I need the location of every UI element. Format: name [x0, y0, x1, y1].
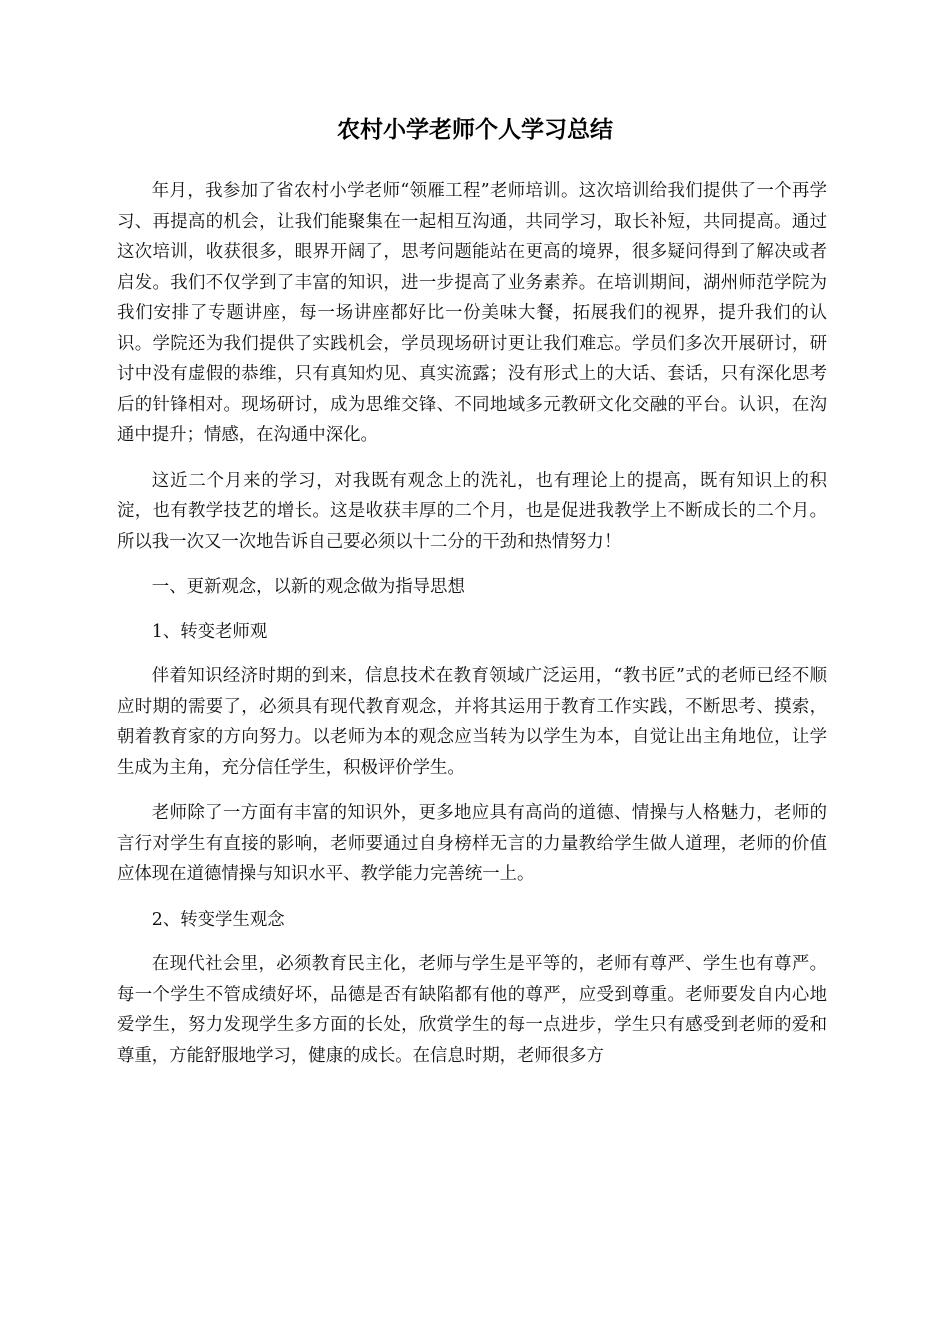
- section-heading-update-concepts: 一、更新观念，以新的观念做为指导思想: [151, 577, 465, 597]
- paragraph-training-overview: 年月，我参加了省农村小学老师“领雁工程”老师培训。这次培训给我们提供了一个再学习、再提高的机会，让我们能聚集在一起相互沟通，共同学习，取长补短，共同提高。通过这次培训，收获很多，眼界开阔了，思考问题能站在更高的境界，很多疑问得到了解决或者启发。我们不仅学到了丰富的知识，进一步提高了业务素养。在培训期间，湖州师范学院为我们安排了专题讲座，每一场讲座都好比一份美味大餐，拓展我们的视界，提升我们的认识。学院还为我们提供了实践机会，学员现场研讨更让我们难忘。学员们多次开展研讨，研讨中没有虚假的恭维，只有真知灼见、真实流露；没有形式上的大话、套话，只有深化思考后的针锋相对。现场研讨，成为思维交锋、不同地域多元教研文化交融的平台。认识，在沟通中提升；情感，在沟通中深化。: [117, 181, 827, 445]
- document-body: [117, 176, 827, 1086]
- subsection-heading-teacher-view: 1、转变老师观: [151, 621, 268, 642]
- paragraph-two-months-reflection: 这近二个月来的学习，对我既有观念上的洗礼，也有理论上的提高，既有知识上的积淀，也有教学技艺的增长。这是收获丰厚的二个月，也是促进我教学上不断成长的二个月。所以我一次又一次地告诉自己要必须以十二分的干劲和热情努力！: [117, 470, 827, 552]
- paragraph-student-view: 在现代社会里，必须教育民主化，老师与学生是平等的，老师有尊严、学生也有尊严。每一个学生不管成绩好坏，品德是否有缺陷都有他的尊严，应受到尊重。老师要发自内心地爱学生，努力发现学生多方面的长处，欣赏学生的每一点进步，学生只有感受到老师的爱和尊重，方能舒服地学习，健康的成长。在信息时期，老师很多方: [117, 954, 827, 1066]
- document-title: 农村小学老师个人学习总结: [337, 117, 613, 143]
- paragraph-teacher-morality: 老师除了一方面有丰富的知识外，更多地应具有高尚的道德、情操与人格魅力，老师的言行对学生有直接的影响，老师要通过自身榜样无言的力量教给学生做人道理，老师的价值应体现在道德情操与知识水平、教学能力完善统一上。: [117, 803, 827, 884]
- paragraph-teacher-view: 伴着知识经济时期的到来，信息技术在教育领域广泛运用，“教书匠”式的老师已经不顺应时期的需要了，必须具有现代教育观念，并将其运用于教育工作实践，不断思考、摸索，朝着教育家的方向努力。以老师为本的观念应当转为以学生为本，自觉让出主角地位，让学生成为主角，充分信任学生，积极评价学生。: [117, 666, 827, 778]
- subsection-heading-student-view: 2、转变学生观念: [151, 909, 285, 930]
